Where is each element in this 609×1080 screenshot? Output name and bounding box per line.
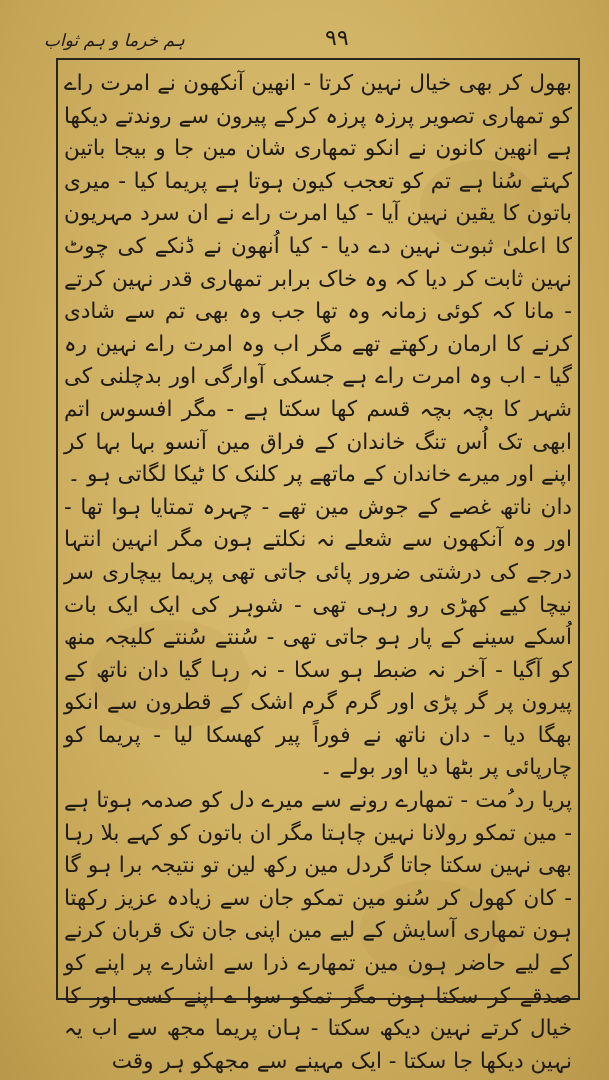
body-text	[64, 68, 572, 1074]
running-title: ہم خرما و ہم ثواب	[44, 31, 185, 51]
text-frame	[56, 58, 580, 1074]
paragraph: بھول کر بھی خیال نہین کرتا - انھین آنکھون نے امرت راے کو تمھاری تصویر پرزہ پرزہ کرکے پیرون سے روندتے دیکھا ہے انھین کانون نے انکو تمھاری شان مین جا و بیجا باتین کہتے سُنا ہے تم کو تعجب کیون ہوتا ہے پریما کیا - میری باتون کا یقین نہین آیا - کیا امرت راے نے ان سرد مہریون کا اعلیٰ ثبوت نہین دے دیا - کیا اُنھون نے ڈنکے کی چوٹ نہین ثابت کر دیا کہ وہ خاک برابر تمھاری قدر نہین کرتے - مانا کہ کوئی زمانہ وہ تھا جب وہ بھی تم سے شادی کرنے کا ارمان رکھتے تھے مگر اب وہ امرت راے نہین رہ گیا - اب وہ امرت راے ہے جسکی آوارگی اور بدچلنی کی شہر کا بچہ بچہ قسم کھا سکتا ہے - مگر افسوس اتم ابھی تک اُس تنگ خاندان کے فراق مین آنسو بہا بہا کر اپنے اور میرے خاندان کے ماتھے پر کلنک کا ٹیکا لگاتی ہو ۔	[64, 71, 572, 488]
paragraph: پریا رد ُمت - تمھارے رونے سے میرے دل کو صدمہ ہوتا ہے - مین تمکو رولانا نہین چاہتا مگر ان باتون کو کہے بلا رہا بھی نہین سکتا جاتا گردل مین رکھ لین تو نتیجہ برا ہو گا - کان کھول کر سُنو مین تمکو جان سے زیادہ عزیز رکھتا ہون تمھاری آسایش کے لیے مین اپنی جان تک قربان کرنے کے لیے حاضر ہون مین تمھارے ذرا سے اشارے پر اپنے کو صدقے کر سکتا ہون مگر تمکو سوا ے اپنے کسی اور کا خیال کرتے نہین دیکھ سکتا - ہان پریما مجھ سے اب یہ نہین دیکھا جا سکتا - ایک مہینے سے مجھکو ہر وقت	[64, 788, 572, 1074]
page-header	[30, 22, 579, 62]
paragraph: دان ناتھ غصے کے جوش مین تھے - چہرہ تمتایا ہوا تھا - اور وہ آنکھون سے شعلے نہ نکلتے ہون مگر انہین انتہا درجے کی درشتی ضرور پائی جاتی تھی پریما بیچاری سر نیچا کیے کھڑی رو رہی تھی - شوہر کی ایک ایک بات اُسکے سینے کے پار ہو جاتی تھی - سُنتے سُنتے کلیجہ منھ کو آگیا - آخر نہ ضبط ہو سکا - نہ رہا گیا دان ناتھ کے پیرون پر گر پڑی اور گرم گرم اشک کے قطرون سے انکو بھگا دیا - دان ناتھ نے فوراً پیر کھسکا لیا - پریما کو چارپائی پر بٹھا دیا اور بولے ۔	[64, 494, 572, 781]
page-number: ۹۹	[325, 26, 349, 51]
